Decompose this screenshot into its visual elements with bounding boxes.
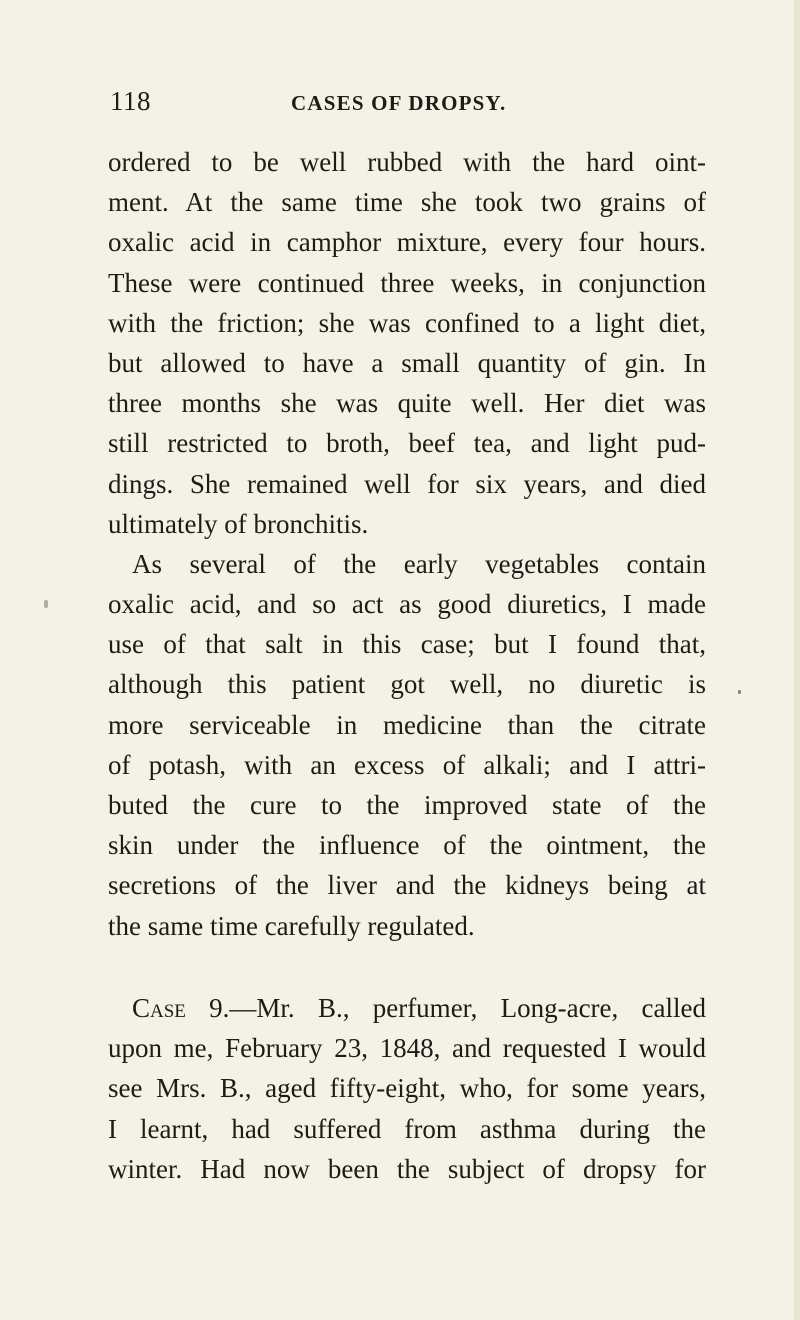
- case-9-paragraph: [108, 988, 706, 1189]
- text-line: ment. At the same time she took two grains of: [108, 187, 706, 218]
- text-line: still restricted to broth, beef tea, and light pud-: [108, 428, 706, 459]
- text-line: the same time carefully regulated.: [108, 910, 475, 941]
- text-line: although this patient got well, no diuretic is: [108, 669, 706, 700]
- text-line: oxalic acid in camphor mixture, every four hours.: [108, 227, 706, 258]
- text-line: oxalic acid, and so act as good diuretics, I made: [108, 589, 706, 620]
- text-line: buted the cure to the improved state of the: [108, 790, 706, 820]
- text-line: use of that salt in this case; but I found that,: [108, 629, 706, 660]
- text-run: —Mr. B., perfumer, Long-acre, called: [229, 993, 706, 1023]
- text-line: but allowed to have a small quantity of gin. In: [108, 347, 706, 378]
- text-line: winter. Had now been the subject of dropsy for: [108, 1153, 706, 1184]
- text-line: more serviceable in medicine than the citrate: [108, 709, 706, 740]
- page-edge: [794, 0, 800, 1320]
- text-line: ultimately of bronchitis.: [108, 508, 369, 539]
- text-line: secretions of the liver and the kidneys being at: [108, 870, 706, 901]
- paper-speck: [44, 600, 48, 608]
- text-line: three months she was quite well. Her diet was: [108, 388, 706, 419]
- text-line: of potash, with an excess of alkali; and I attri-: [108, 749, 706, 780]
- text-line: dings. She remained well for six years, and died: [108, 468, 706, 499]
- page-header: [108, 86, 690, 120]
- running-head: CASES OF DROPSY.: [291, 91, 507, 115]
- paragraph-continuation: [108, 142, 706, 946]
- paper-speck: [738, 690, 741, 694]
- page-number: 118: [110, 86, 151, 116]
- paragraph-first-line: As several of the early vegetables contain: [132, 548, 706, 579]
- paragraph-first-line: [108, 988, 706, 1028]
- text-line: These were continued three weeks, in conjunction: [108, 267, 706, 298]
- text-line: with the friction; she was confined to a light diet,: [108, 307, 706, 338]
- text-line: I learnt, had suffered from asthma during the: [108, 1113, 706, 1144]
- text-line: see Mrs. B., aged fifty-eight, who, for some years,: [108, 1073, 706, 1104]
- text-line: upon me, February 23, 1848, and requested I would: [108, 1033, 706, 1064]
- text-line: ordered to be well rubbed with the hard oint-: [108, 147, 706, 177]
- text-line: skin under the influence of the ointment, the: [108, 830, 706, 861]
- case-label: Case 9.: [132, 993, 230, 1023]
